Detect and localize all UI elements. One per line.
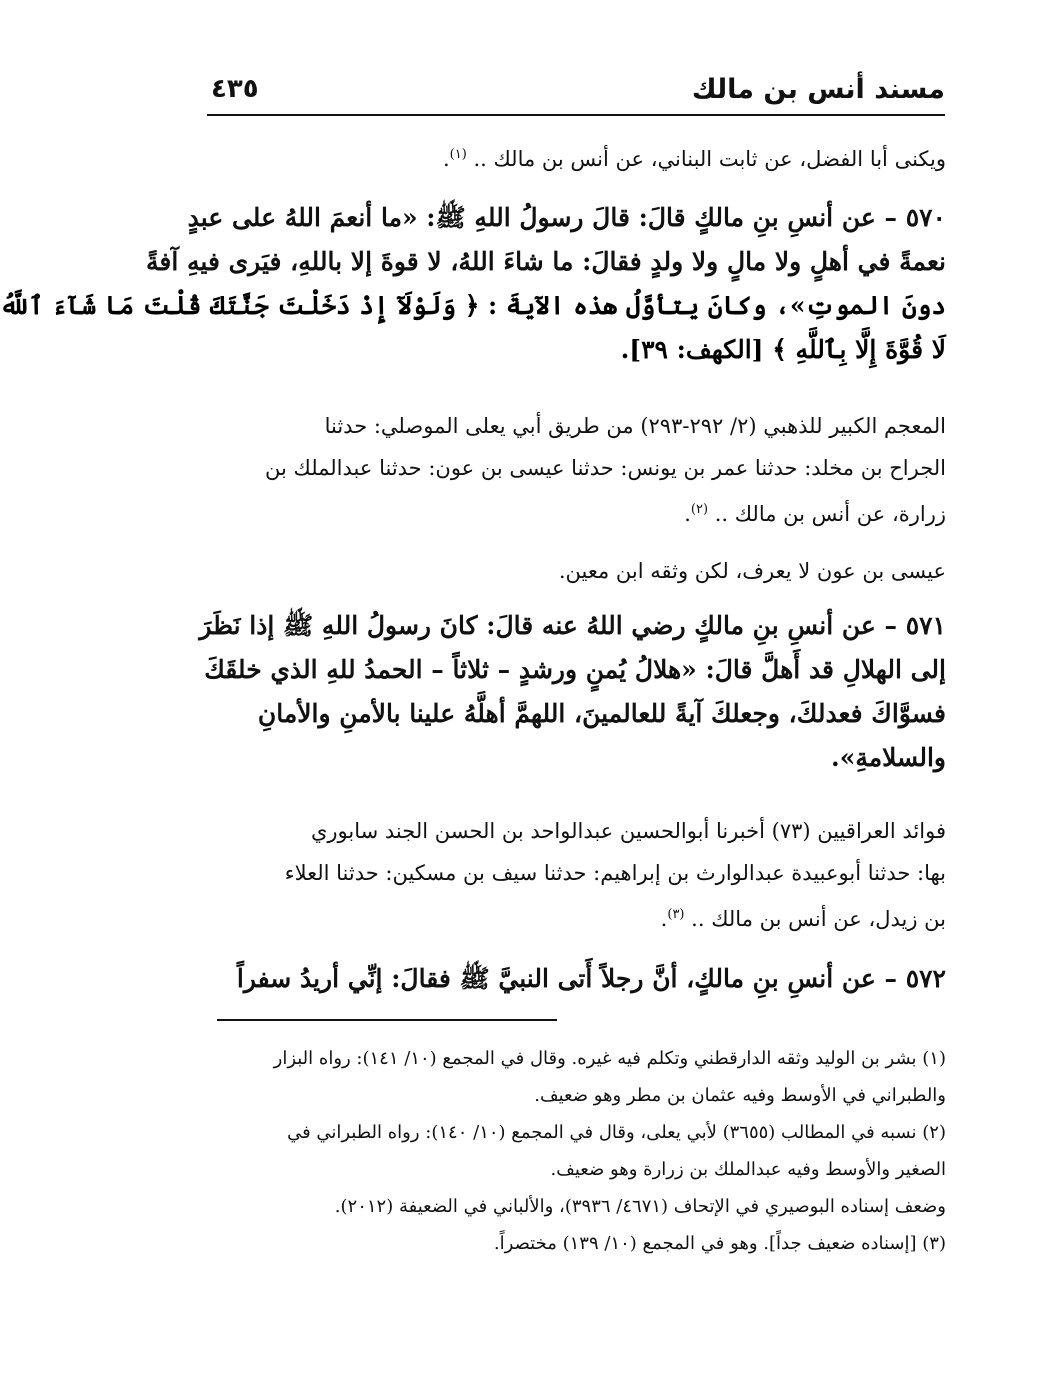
- source-570-end: .: [684, 502, 691, 526]
- footnote-line: (١) بشر بن الوليد وثقه الدارقطني وتكلم فيه غيره. وقال في المجمع (١٠/ ١٤١): رواه البزار: [273, 1048, 946, 1069]
- hadith-572-line: ٥٧٢ – عن أنسِ بنِ مالكٍ، أنَّ رجلاً أَتى النبيَّ ﷺ فقالَ: إنِّي أريدُ سفراً: [236, 964, 946, 993]
- footnote-line: وضعف إسناده البوصيري في الإتحاف (٤٦٧١/ ٣٩٣٦)، والألباني في الضعيفة (٢٠١٢).: [334, 1196, 946, 1217]
- source-570-line: الجراح بن مخلد: حدثنا عمر بن يونس: حدثنا عيسى بن عون: حدثنا عبدالملك بن: [264, 456, 946, 480]
- source-570-text: زرارة، عن أنس بن مالك ..: [708, 502, 946, 526]
- note-570-line: عيسى بن عون لا يعرف، لكن وثقه ابن معين.: [558, 559, 946, 583]
- intro-text: ويكنى أبا الفضل، عن ثابت البناني، عن أنس بن مالك ..: [466, 147, 946, 171]
- footnote-line: الصغير والأوسط وفيه عبدالملك بن زرارة وهو ضعيف.: [550, 1159, 946, 1180]
- source-570-line: [194, 489, 946, 535]
- running-title: مسند أنس بن مالك: [691, 74, 945, 105]
- footnote-line: والطبراني في الأوسط وفيه عثمان بن مطر وهو ضعيف.: [534, 1085, 946, 1106]
- source-571-end: .: [660, 907, 668, 931]
- footnote-line: (٢) نسبه في المطالب (٣٦٥٥) لأبي يعلى، وقال في المجمع (١٠/ ١٤٠): رواه الطبراني في: [287, 1122, 946, 1143]
- source-571-line: فوائد العراقيين (٧٣) أخبرنا أبوالحسين عبدالواحد بن الحسن الجند سابوري: [310, 819, 946, 843]
- footnote-ref-2: (٢): [690, 502, 709, 517]
- hadith-570: [0, 196, 946, 372]
- hadith-570-line: ٥٧٠ – عن أنسِ بنِ مالكٍ قالَ: قالَ رسولُ اللهِ ﷺ: «ما أنعمَ اللهُ على عبدٍ: [187, 203, 946, 232]
- hadith-571-line: إلى الهلالِ قد أَهلَّ قالَ: «هلالُ يُمنٍ ورشدٍ – ثلاثاً – الحمدُ للهِ الذي خلقَكَ: [204, 655, 946, 684]
- page-header: [207, 72, 945, 116]
- footnotes: [194, 1040, 946, 1262]
- hadith-570-line: نعمةً في أهلٍ ولا مالٍ ولا ولدٍ فقالَ: ما شاءَ اللهُ، لا قوةَ إلا باللهِ، فيَرى فيهِ آفةً: [146, 247, 946, 276]
- hadith-571-line: فسوَّاكَ فعدلكَ، وجعلكَ آيةً للعالمينَ، اللهمَّ أهلَّهُ علينا بالأمنِ والأمانِ: [257, 699, 946, 728]
- footnote-ref-1: (١): [449, 147, 467, 162]
- source-571: [194, 810, 946, 940]
- source-571-line: [194, 894, 946, 940]
- source-571-text: بن زيدل، عن أنس بن مالك ..: [684, 907, 946, 931]
- hadith-571-line: ٥٧١ – عن أنسِ بنِ مالكٍ رضي اللهُ عنه قالَ: كانَ رسولُ اللهِ ﷺ إذا نَظَرَ: [199, 611, 946, 640]
- source-570: [194, 405, 946, 535]
- intro-paragraph: [194, 134, 946, 180]
- footnote-divider: [217, 1019, 557, 1021]
- page-number: ٤٣٥: [211, 74, 259, 104]
- hadith-572: [194, 957, 946, 1001]
- note-570: [194, 550, 946, 592]
- hadith-571: [194, 604, 946, 780]
- hadith-570-line: لَا قُوَّةَ إِلَّا بِٱللَّهِ ﴾ [الكهف: ٣٩].: [620, 335, 946, 364]
- footnote-line: (٣) [إسناده ضعيف جداً]. وهو في المجمع (١٠/ ١٣٩) مختصراً.: [493, 1233, 946, 1254]
- source-571-line: بها: حدثنا أبوعبيدة عبدالوارث بن إبراهيم: حدثنا سيف بن مسكين: حدثنا العلاء: [284, 861, 946, 885]
- footnote-ref-3: (٣): [667, 907, 685, 922]
- source-570-line: المعجم الكبير للذهبي (٢/ ٢٩٢-٢٩٣) من طريق أبي يعلى الموصلي: حدثنا: [324, 414, 946, 438]
- text-line: [194, 134, 946, 180]
- hadith-570-line: دونَ الموتِ»، وكانَ يتأوَّلُ هذه الآيةَ : ﴿ وَلَوْلَآ إِذْ دَخَلْتَ جَنَّتَكَ قُلْتَ مَا شَآءَ ٱللَّهُ: [0, 291, 946, 320]
- hadith-571-line: والسلامةِ».: [831, 743, 946, 772]
- intro-end: .: [442, 147, 450, 171]
